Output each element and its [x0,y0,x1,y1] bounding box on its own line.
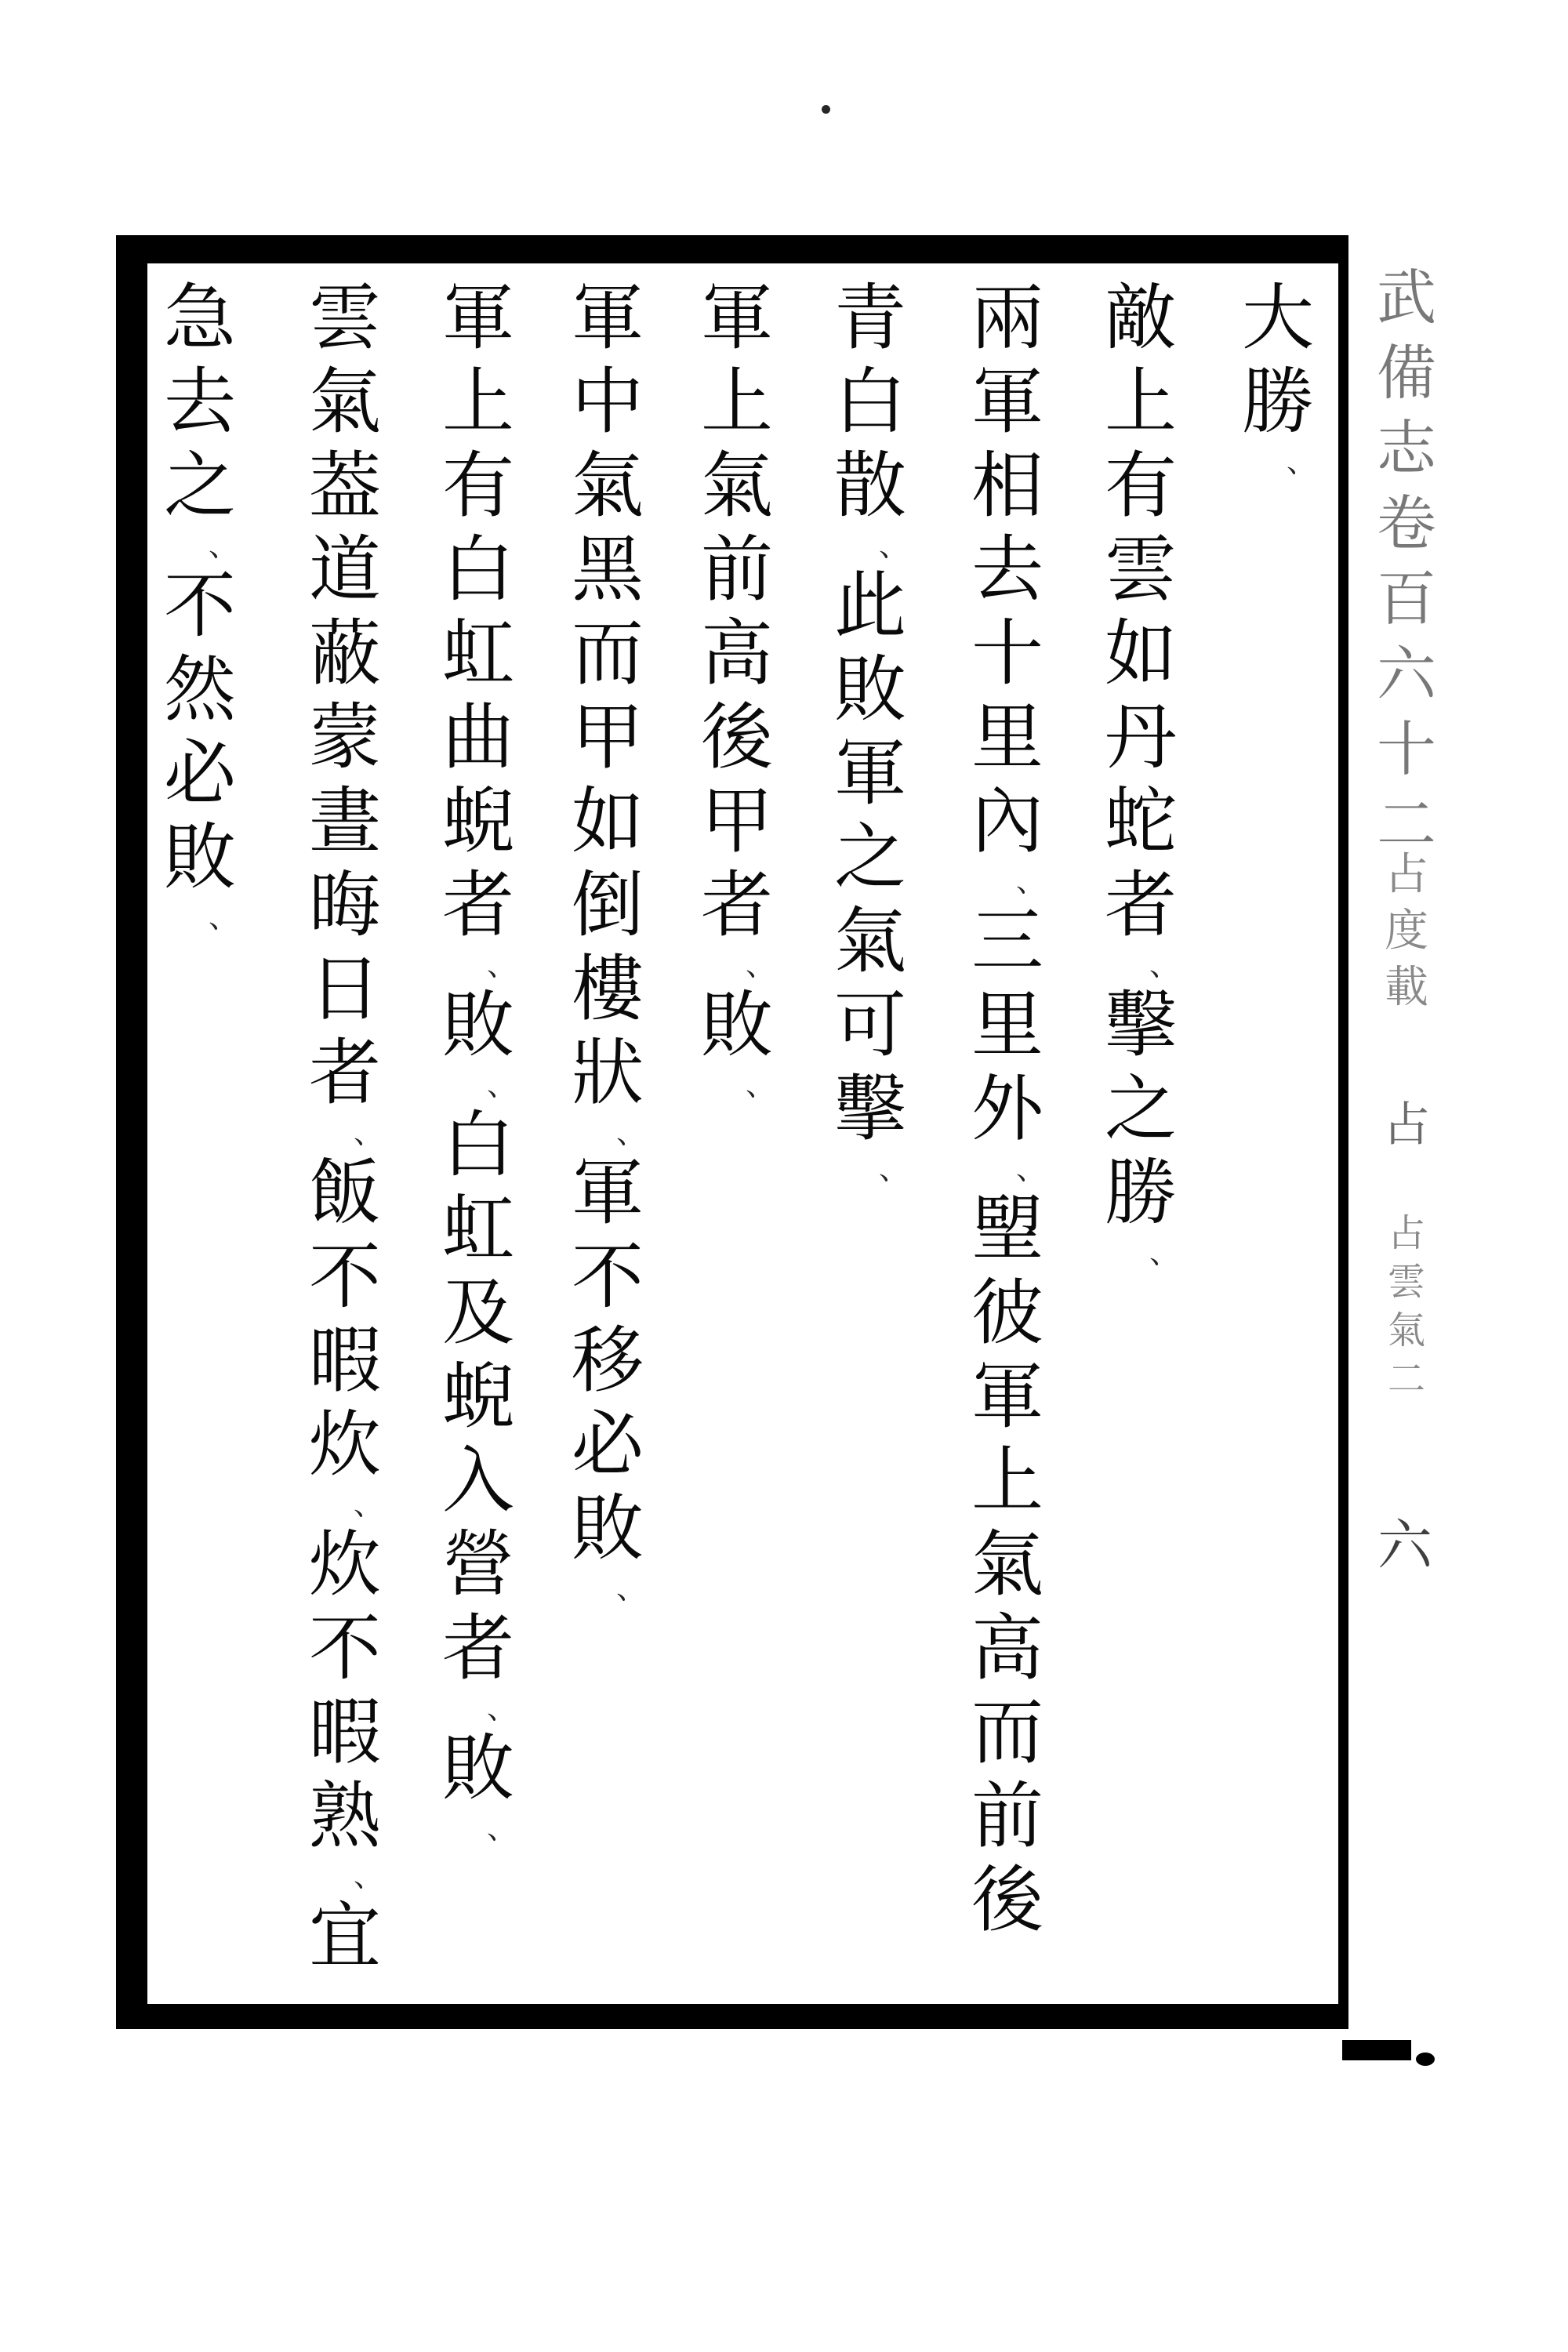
han-glyph: 氣 [1387,1308,1425,1352]
han-glyph: 移 [571,1319,644,1403]
judou-mark: 、 [745,1068,775,1102]
judou-mark: 、 [353,1859,383,1893]
han-glyph: 之 [833,815,906,899]
judou-mark: 、 [1149,948,1179,982]
han-glyph: 晝 [308,779,381,863]
judou-mark: 、 [745,948,775,982]
han-glyph: 軍 [571,1151,644,1235]
text-column-3 [832,276,909,1187]
han-glyph: 之 [163,444,236,528]
han-glyph: 者 [441,863,514,947]
judou-mark: 、 [208,528,238,563]
han-glyph: 上 [1104,360,1177,444]
han-glyph: 虹 [441,1187,514,1271]
text-column-1 [1102,276,1179,1271]
han-glyph: 二 [1377,789,1436,859]
han-glyph: 白 [441,1103,514,1187]
han-glyph: 白 [441,528,514,612]
han-glyph: 倒 [571,863,644,947]
han-glyph: 此 [833,564,906,648]
han-glyph: 敗 [833,648,906,731]
han-glyph: 者 [1104,863,1177,947]
han-glyph: 上 [971,1439,1044,1523]
judou-mark: 、 [486,948,517,982]
judou-mark: 、 [486,1068,517,1102]
han-glyph: 而 [971,1690,1044,1774]
ink-blob [1416,2053,1435,2066]
han-glyph: 三 [971,899,1044,983]
han-glyph: 彼 [971,1271,1044,1355]
judou-mark: 、 [353,1116,383,1150]
han-glyph: 朢 [971,1187,1044,1271]
han-glyph: 軍 [571,276,644,360]
han-glyph: 而 [571,612,644,695]
han-glyph: 蜺 [441,1355,514,1439]
han-glyph: 宜 [308,1894,381,1978]
han-glyph: 備 [1377,338,1436,408]
han-glyph: 十 [1377,714,1436,784]
han-glyph: 及 [441,1271,514,1355]
han-glyph: 必 [163,731,236,815]
judou-mark: 、 [615,1571,646,1606]
han-glyph: 勝 [1104,1151,1177,1235]
han-glyph: 勝 [1241,360,1314,444]
han-glyph: 如 [571,779,644,863]
han-glyph: 百 [1377,564,1436,633]
han-glyph: 熟 [308,1774,381,1858]
han-glyph: 後 [700,695,773,779]
judou-mark: 、 [1015,864,1046,898]
han-glyph: 虹 [441,612,514,695]
han-glyph: 氣 [833,899,906,983]
han-glyph: 之 [1104,1067,1177,1151]
judou-mark: 、 [615,1116,646,1150]
han-glyph: 甲 [700,779,773,863]
han-glyph: 去 [971,528,1044,612]
han-glyph: 志 [1377,413,1436,483]
han-glyph: 甲 [571,695,644,779]
han-glyph: 樓 [571,947,644,1031]
han-glyph: 道 [308,528,381,612]
text-column-6 [440,276,517,1846]
han-glyph: 日 [308,947,381,1031]
han-glyph: 軍 [700,276,773,360]
han-glyph: 里 [971,695,1044,779]
han-glyph: 里 [971,983,1044,1067]
han-glyph: 占 [1383,1098,1430,1152]
judou-mark: 、 [486,1811,517,1846]
text-column-4 [699,276,775,1103]
han-glyph: 氣 [971,1523,1044,1606]
han-glyph: 雲 [1387,1260,1425,1304]
han-glyph: 六 [1377,1513,1432,1577]
han-glyph: 可 [833,983,906,1067]
han-glyph: 外 [971,1067,1044,1151]
judou-mark: 、 [208,900,238,935]
text-column-2 [969,276,1046,1942]
han-glyph: 去 [163,360,236,444]
heading-column [1240,276,1316,480]
han-glyph: 青 [833,276,906,360]
han-glyph: 十 [971,612,1044,695]
han-glyph: 二 [1387,1357,1425,1401]
han-glyph: 營 [441,1523,514,1606]
han-glyph: 晦 [308,863,381,947]
han-glyph: 占 [1387,1211,1425,1255]
han-glyph: 狀 [571,1031,644,1115]
han-glyph: 武 [1377,263,1436,332]
han-glyph: 雲 [1104,528,1177,612]
han-glyph: 中 [571,360,644,444]
han-glyph: 前 [971,1774,1044,1858]
text-column-8 [162,276,238,935]
han-glyph: 然 [163,648,236,731]
han-glyph: 擊 [833,1067,906,1151]
han-glyph: 炊 [308,1403,381,1486]
banxin-page-number [1372,1512,1438,1579]
han-glyph: 不 [163,564,236,648]
han-glyph: 上 [700,360,773,444]
han-glyph: 不 [308,1235,381,1319]
han-glyph: 兩 [971,276,1044,360]
han-glyph: 載 [1385,962,1428,1013]
han-glyph: 暇 [308,1319,381,1403]
han-glyph: 必 [571,1403,644,1486]
judou-mark: 、 [878,528,909,563]
han-glyph: 者 [700,863,773,947]
han-glyph: 敗 [441,1726,514,1810]
han-glyph: 高 [700,612,773,695]
han-glyph: 氣 [571,444,644,528]
han-glyph: 入 [441,1439,514,1523]
judou-mark: 、 [1149,1236,1179,1270]
han-glyph: 高 [971,1606,1044,1690]
margin-bottom-rule [1342,2040,1411,2060]
han-glyph: 軍 [833,731,906,815]
han-glyph: 蒙 [308,695,381,779]
judou-mark: 、 [1015,1152,1046,1186]
han-glyph: 有 [441,444,514,528]
han-glyph: 者 [308,1031,381,1115]
ink-speck [822,105,830,114]
han-glyph: 相 [971,444,1044,528]
judou-mark: 、 [1286,445,1316,479]
han-glyph: 蔽 [308,612,381,695]
han-glyph: 大 [1241,276,1314,360]
text-column-7 [307,276,383,1978]
han-glyph: 不 [308,1606,381,1690]
han-glyph: 黑 [571,528,644,612]
han-glyph: 者 [441,1606,514,1690]
judou-mark: 、 [878,1152,909,1186]
han-glyph: 軍 [971,360,1044,444]
han-glyph: 葢 [308,444,381,528]
han-glyph: 飯 [308,1151,381,1235]
han-glyph: 雲 [308,276,381,360]
han-glyph: 曲 [441,695,514,779]
judou-mark: 、 [486,1691,517,1726]
banxin-marker [1377,1096,1436,1154]
han-glyph: 後 [971,1858,1044,1942]
banxin-book-title [1370,260,1443,862]
han-glyph: 蜺 [441,779,514,863]
han-glyph: 蛇 [1104,779,1177,863]
han-glyph: 敗 [163,815,236,899]
han-glyph: 軍 [441,276,514,360]
han-glyph: 白 [833,360,906,444]
banxin-section-label [1374,847,1439,1016]
text-column-5 [569,276,646,1606]
han-glyph: 急 [163,276,236,360]
han-glyph: 擊 [1104,983,1177,1067]
han-glyph: 氣 [308,360,381,444]
han-glyph: 暇 [308,1690,381,1774]
han-glyph: 六 [1377,639,1436,709]
han-glyph: 前 [700,528,773,612]
han-glyph: 卷 [1377,488,1436,558]
han-glyph: 有 [1104,444,1177,528]
banxin-chapter-label [1377,1209,1436,1403]
han-glyph: 占 [1385,849,1428,900]
han-glyph: 上 [441,360,514,444]
han-glyph: 敗 [700,983,773,1067]
han-glyph: 氣 [700,444,773,528]
han-glyph: 炊 [308,1523,381,1606]
han-glyph: 散 [833,444,906,528]
han-glyph: 內 [971,779,1044,863]
han-glyph: 不 [571,1235,644,1319]
han-glyph: 軍 [971,1355,1044,1439]
han-glyph: 如 [1104,612,1177,695]
han-glyph: 丹 [1104,695,1177,779]
judou-mark: 、 [353,1487,383,1522]
han-glyph: 敗 [441,983,514,1067]
han-glyph: 敗 [571,1486,644,1570]
han-glyph: 敵 [1104,276,1177,360]
han-glyph: 度 [1385,906,1428,956]
